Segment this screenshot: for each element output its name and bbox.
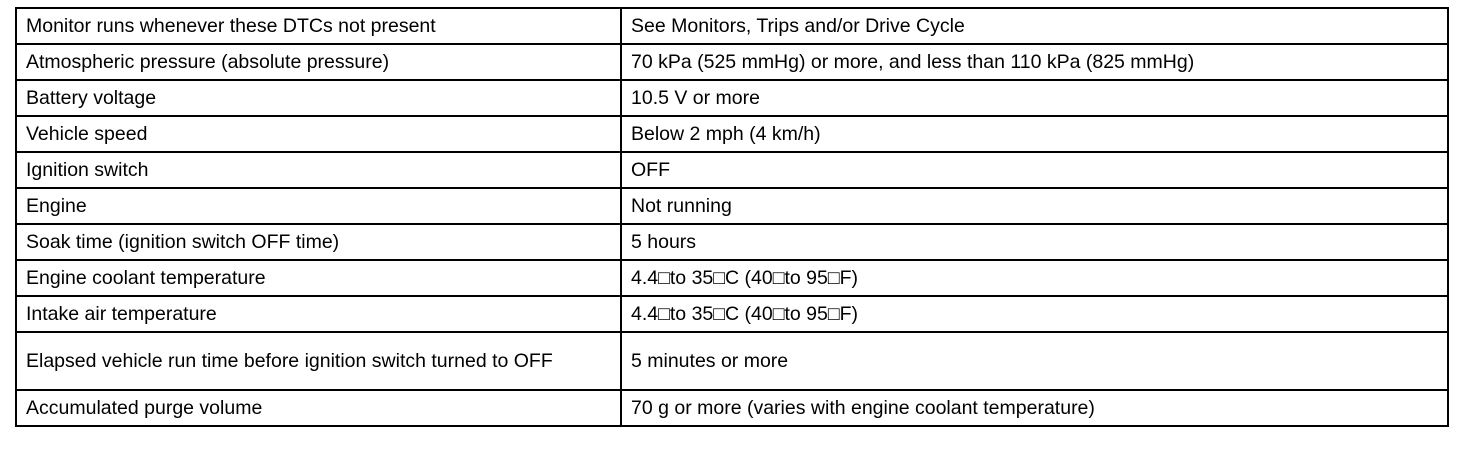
condition-value: 5 minutes or more bbox=[621, 332, 1448, 390]
condition-label: Engine coolant temperature bbox=[16, 260, 621, 296]
table-row bbox=[16, 296, 1448, 332]
condition-value: Below 2 mph (4 km/h) bbox=[621, 116, 1448, 152]
condition-label: Accumulated purge volume bbox=[16, 390, 621, 426]
condition-value: 4.4□to 35□C (40□to 95□F) bbox=[621, 260, 1448, 296]
condition-label: Monitor runs whenever these DTCs not present bbox=[16, 8, 621, 44]
table-row bbox=[16, 152, 1448, 188]
condition-value: 4.4□to 35□C (40□to 95□F) bbox=[621, 296, 1448, 332]
conditions-table bbox=[15, 7, 1449, 427]
condition-value: 10.5 V or more bbox=[621, 80, 1448, 116]
table-row bbox=[16, 80, 1448, 116]
condition-value: 70 kPa (525 mmHg) or more, and less than 110 kPa (825 mmHg) bbox=[621, 44, 1448, 80]
table-row bbox=[16, 390, 1448, 426]
condition-label: Ignition switch bbox=[16, 152, 621, 188]
table-row bbox=[16, 44, 1448, 80]
condition-value: See Monitors, Trips and/or Drive Cycle bbox=[621, 8, 1448, 44]
condition-label: Atmospheric pressure (absolute pressure) bbox=[16, 44, 621, 80]
table-row bbox=[16, 116, 1448, 152]
table-row bbox=[16, 260, 1448, 296]
table-row bbox=[16, 8, 1448, 44]
condition-label: Soak time (ignition switch OFF time) bbox=[16, 224, 621, 260]
condition-label: Vehicle speed bbox=[16, 116, 621, 152]
condition-value: 5 hours bbox=[621, 224, 1448, 260]
condition-label: Elapsed vehicle run time before ignition switch turned to OFF bbox=[16, 332, 621, 390]
table-row bbox=[16, 332, 1448, 390]
condition-value: Not running bbox=[621, 188, 1448, 224]
condition-label: Intake air temperature bbox=[16, 296, 621, 332]
conditions-table-container bbox=[15, 7, 1447, 427]
table-row bbox=[16, 188, 1448, 224]
condition-label: Battery voltage bbox=[16, 80, 621, 116]
condition-value: 70 g or more (varies with engine coolant temperature) bbox=[621, 390, 1448, 426]
table-row bbox=[16, 224, 1448, 260]
condition-label: Engine bbox=[16, 188, 621, 224]
condition-value: OFF bbox=[621, 152, 1448, 188]
